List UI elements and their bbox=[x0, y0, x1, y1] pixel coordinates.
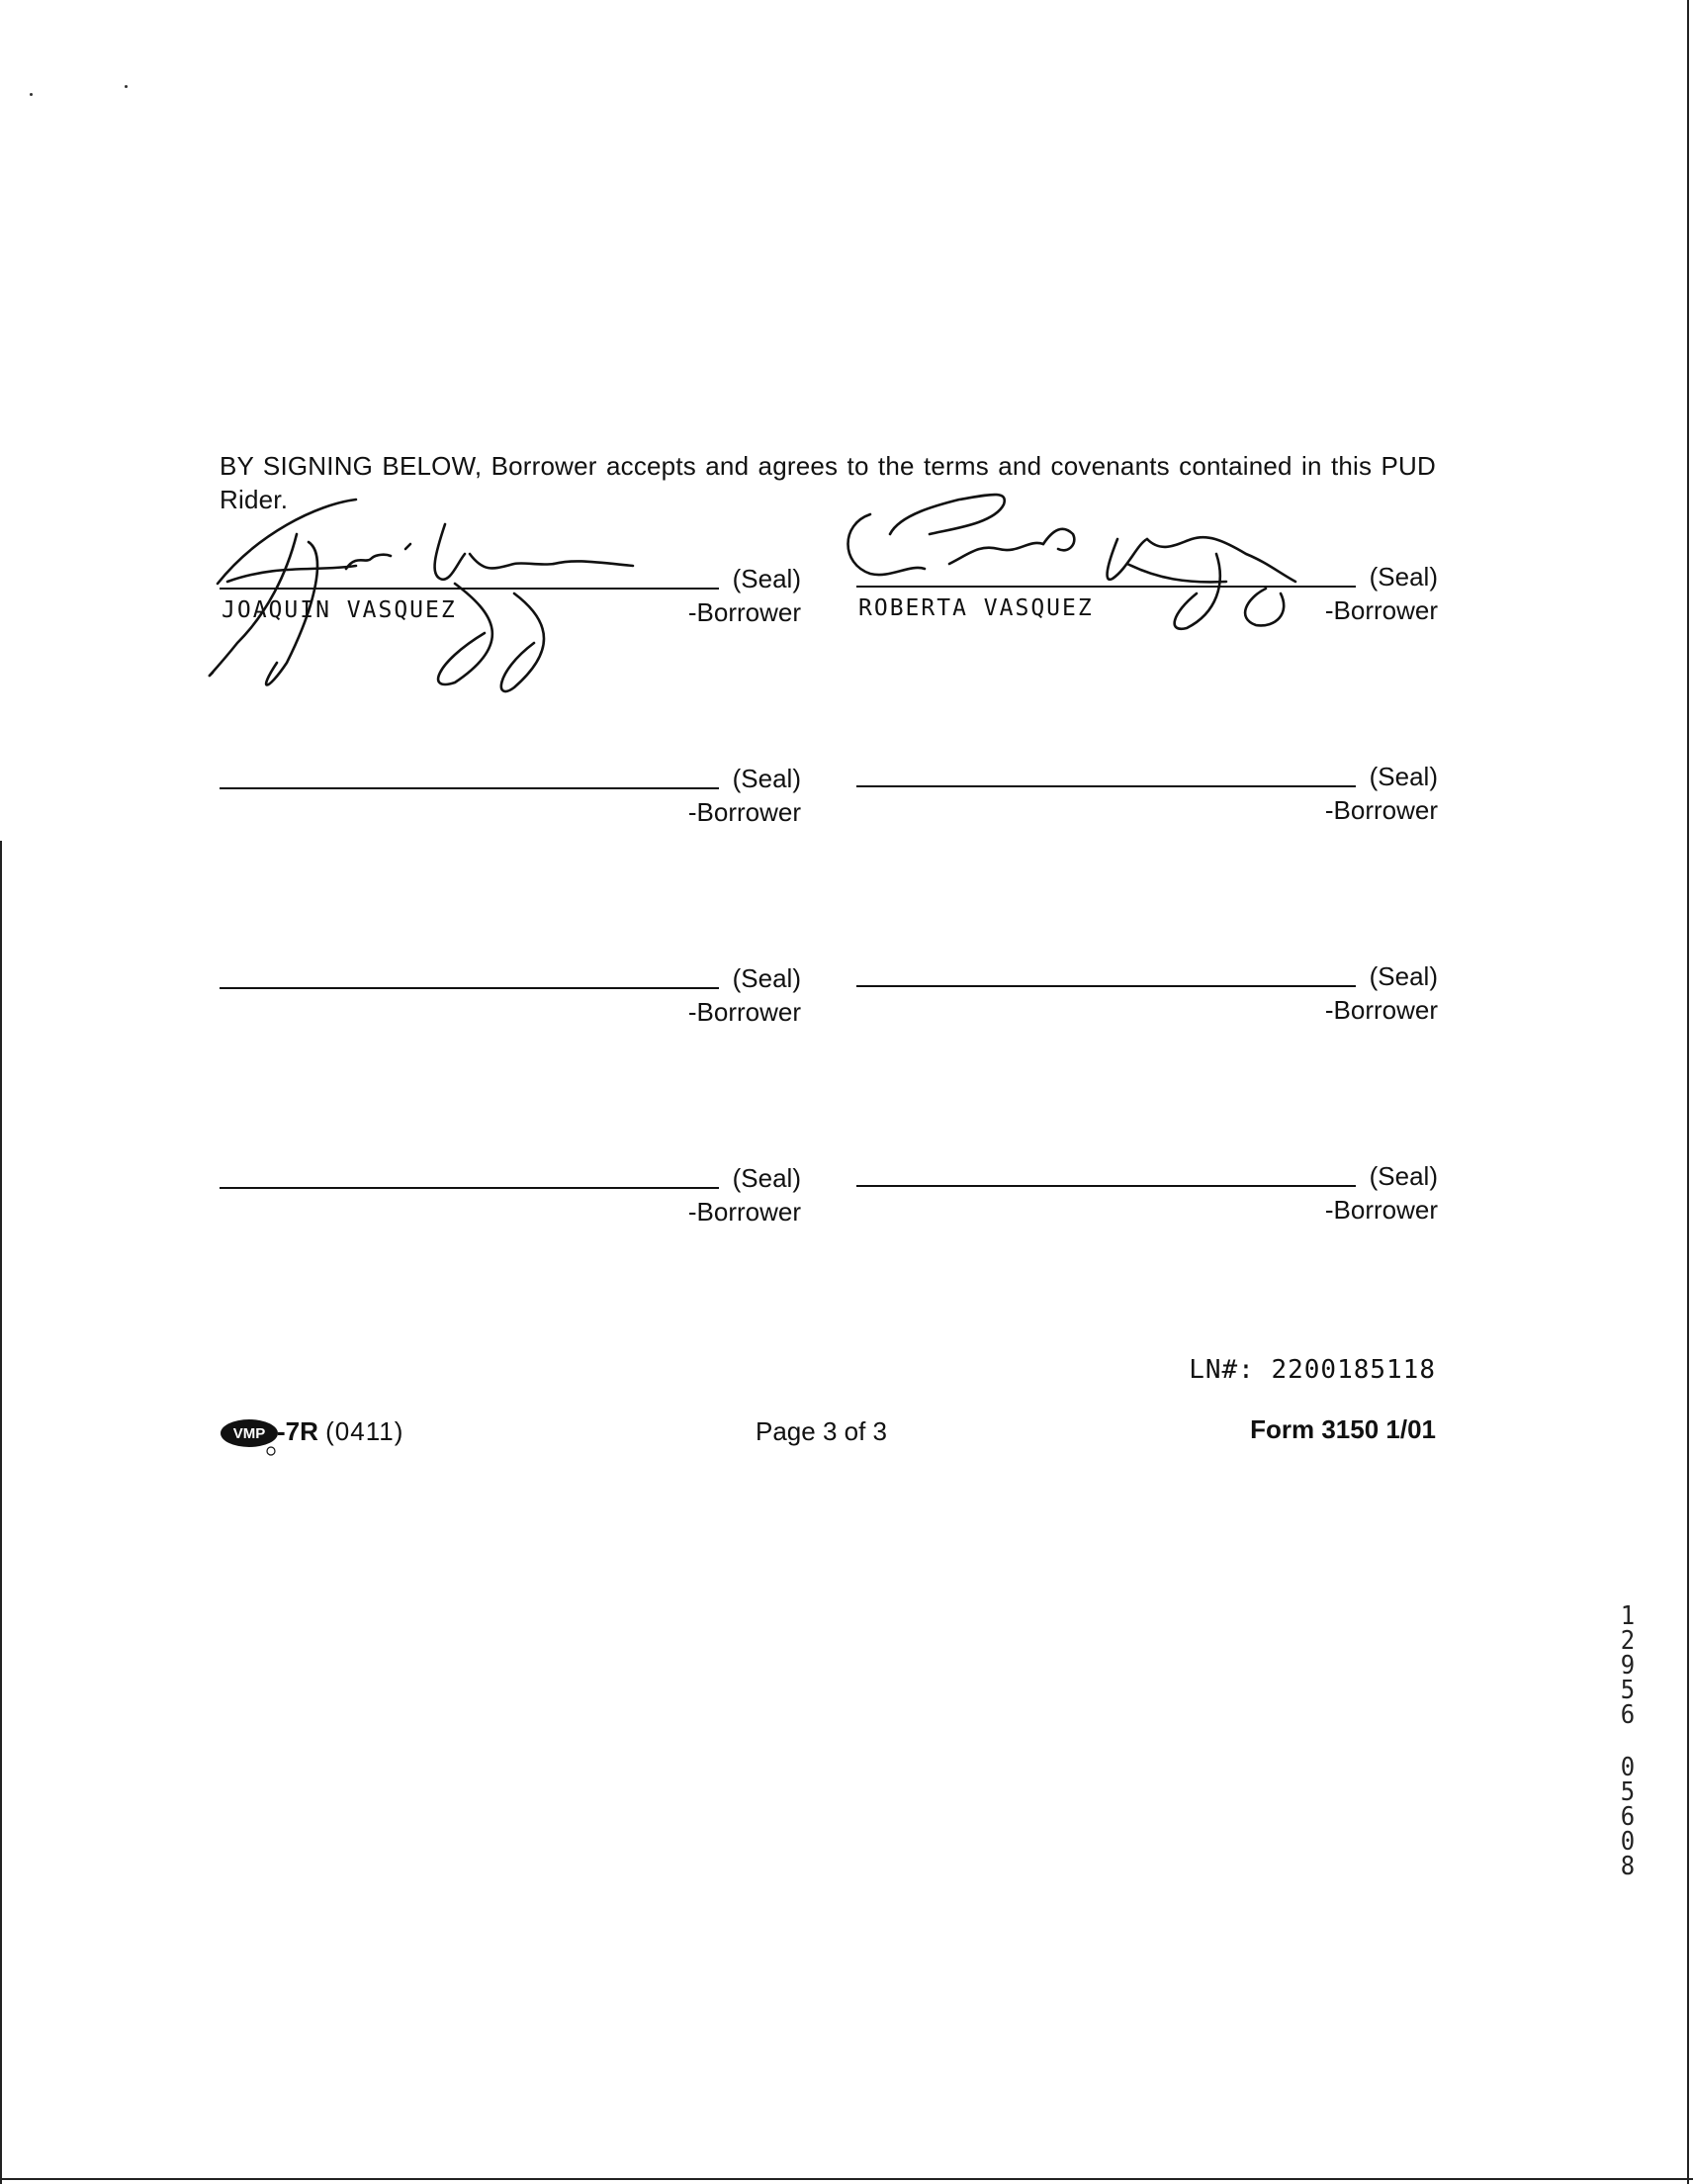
form-number: Form 3150 1/01 bbox=[1250, 1414, 1436, 1444]
seal-label: (Seal) bbox=[1369, 762, 1438, 791]
borrower-name: ROBERTA VASQUEZ bbox=[858, 595, 1094, 621]
side-document-number bbox=[1610, 1601, 1647, 1881]
signature-block-6 bbox=[856, 952, 1438, 1025]
side-digit: 6 bbox=[1620, 1700, 1636, 1730]
seal-label: (Seal) bbox=[1369, 1161, 1438, 1191]
borrower-label: -Borrower bbox=[687, 1197, 801, 1227]
signature-block-5 bbox=[220, 954, 801, 1027]
seal-label: (Seal) bbox=[732, 1163, 801, 1193]
borrower-label: -Borrower bbox=[1324, 795, 1438, 825]
signature-line bbox=[220, 987, 719, 989]
signature-block-3 bbox=[220, 754, 801, 827]
signature-block-4 bbox=[856, 752, 1438, 825]
borrower-label: -Borrower bbox=[687, 997, 801, 1027]
seal-label: (Seal) bbox=[1369, 562, 1438, 592]
signature-line bbox=[856, 785, 1356, 787]
form-revision: (0411) bbox=[325, 1416, 404, 1446]
scan-edge-right bbox=[1687, 0, 1689, 2184]
signature-line bbox=[856, 985, 1356, 987]
signature-block-7 bbox=[220, 1153, 801, 1227]
scan-edge-left bbox=[0, 841, 2, 2184]
form-code-number: -7R bbox=[277, 1416, 318, 1446]
borrower-label: -Borrower bbox=[687, 797, 801, 827]
borrower-label: -Borrower bbox=[1324, 595, 1438, 625]
seal-label: (Seal) bbox=[732, 564, 801, 593]
signature-block-8 bbox=[856, 1151, 1438, 1225]
page-number: Page 3 of 3 bbox=[756, 1416, 887, 1446]
loan-number: LN#: 2200185118 bbox=[1189, 1355, 1436, 1385]
signature-line bbox=[220, 1187, 719, 1189]
seal-label: (Seal) bbox=[1369, 961, 1438, 991]
scan-speck bbox=[125, 85, 128, 88]
acceptance-statement: BY SIGNING BELOW, Borrower accepts and agrees to the terms and covenants contained in this PUD Rider. bbox=[220, 451, 1436, 514]
side-digit: 5 bbox=[1620, 1676, 1636, 1705]
side-digit: 1 bbox=[1620, 1601, 1636, 1631]
borrower-label: -Borrower bbox=[1324, 995, 1438, 1025]
signature-line bbox=[220, 787, 719, 789]
signature-roberta-vasquez bbox=[831, 485, 1305, 653]
form-code bbox=[277, 1416, 403, 1447]
side-number-gap bbox=[1610, 1728, 1647, 1756]
side-digit: 0 bbox=[1620, 1753, 1636, 1782]
borrower-label: -Borrower bbox=[687, 597, 801, 627]
vmp-logo-text: VMP bbox=[232, 1425, 266, 1442]
signature-line bbox=[856, 1185, 1356, 1187]
scan-edge-bottom bbox=[0, 2178, 1693, 2180]
seal-label: (Seal) bbox=[732, 764, 801, 793]
borrower-label: -Borrower bbox=[1324, 1195, 1438, 1225]
signature-joaquin-vasquez bbox=[198, 495, 653, 702]
side-digit: 6 bbox=[1620, 1802, 1636, 1832]
vmp-logo-icon bbox=[220, 1416, 279, 1456]
side-digit: 8 bbox=[1620, 1852, 1636, 1881]
side-digit: 5 bbox=[1620, 1777, 1636, 1807]
side-digit: 9 bbox=[1620, 1651, 1636, 1681]
scan-speck bbox=[30, 93, 33, 96]
side-digit: 2 bbox=[1620, 1626, 1636, 1656]
side-digit: 0 bbox=[1620, 1827, 1636, 1857]
seal-label: (Seal) bbox=[732, 963, 801, 993]
borrower-name: JOAQUIN VASQUEZ bbox=[222, 597, 457, 623]
